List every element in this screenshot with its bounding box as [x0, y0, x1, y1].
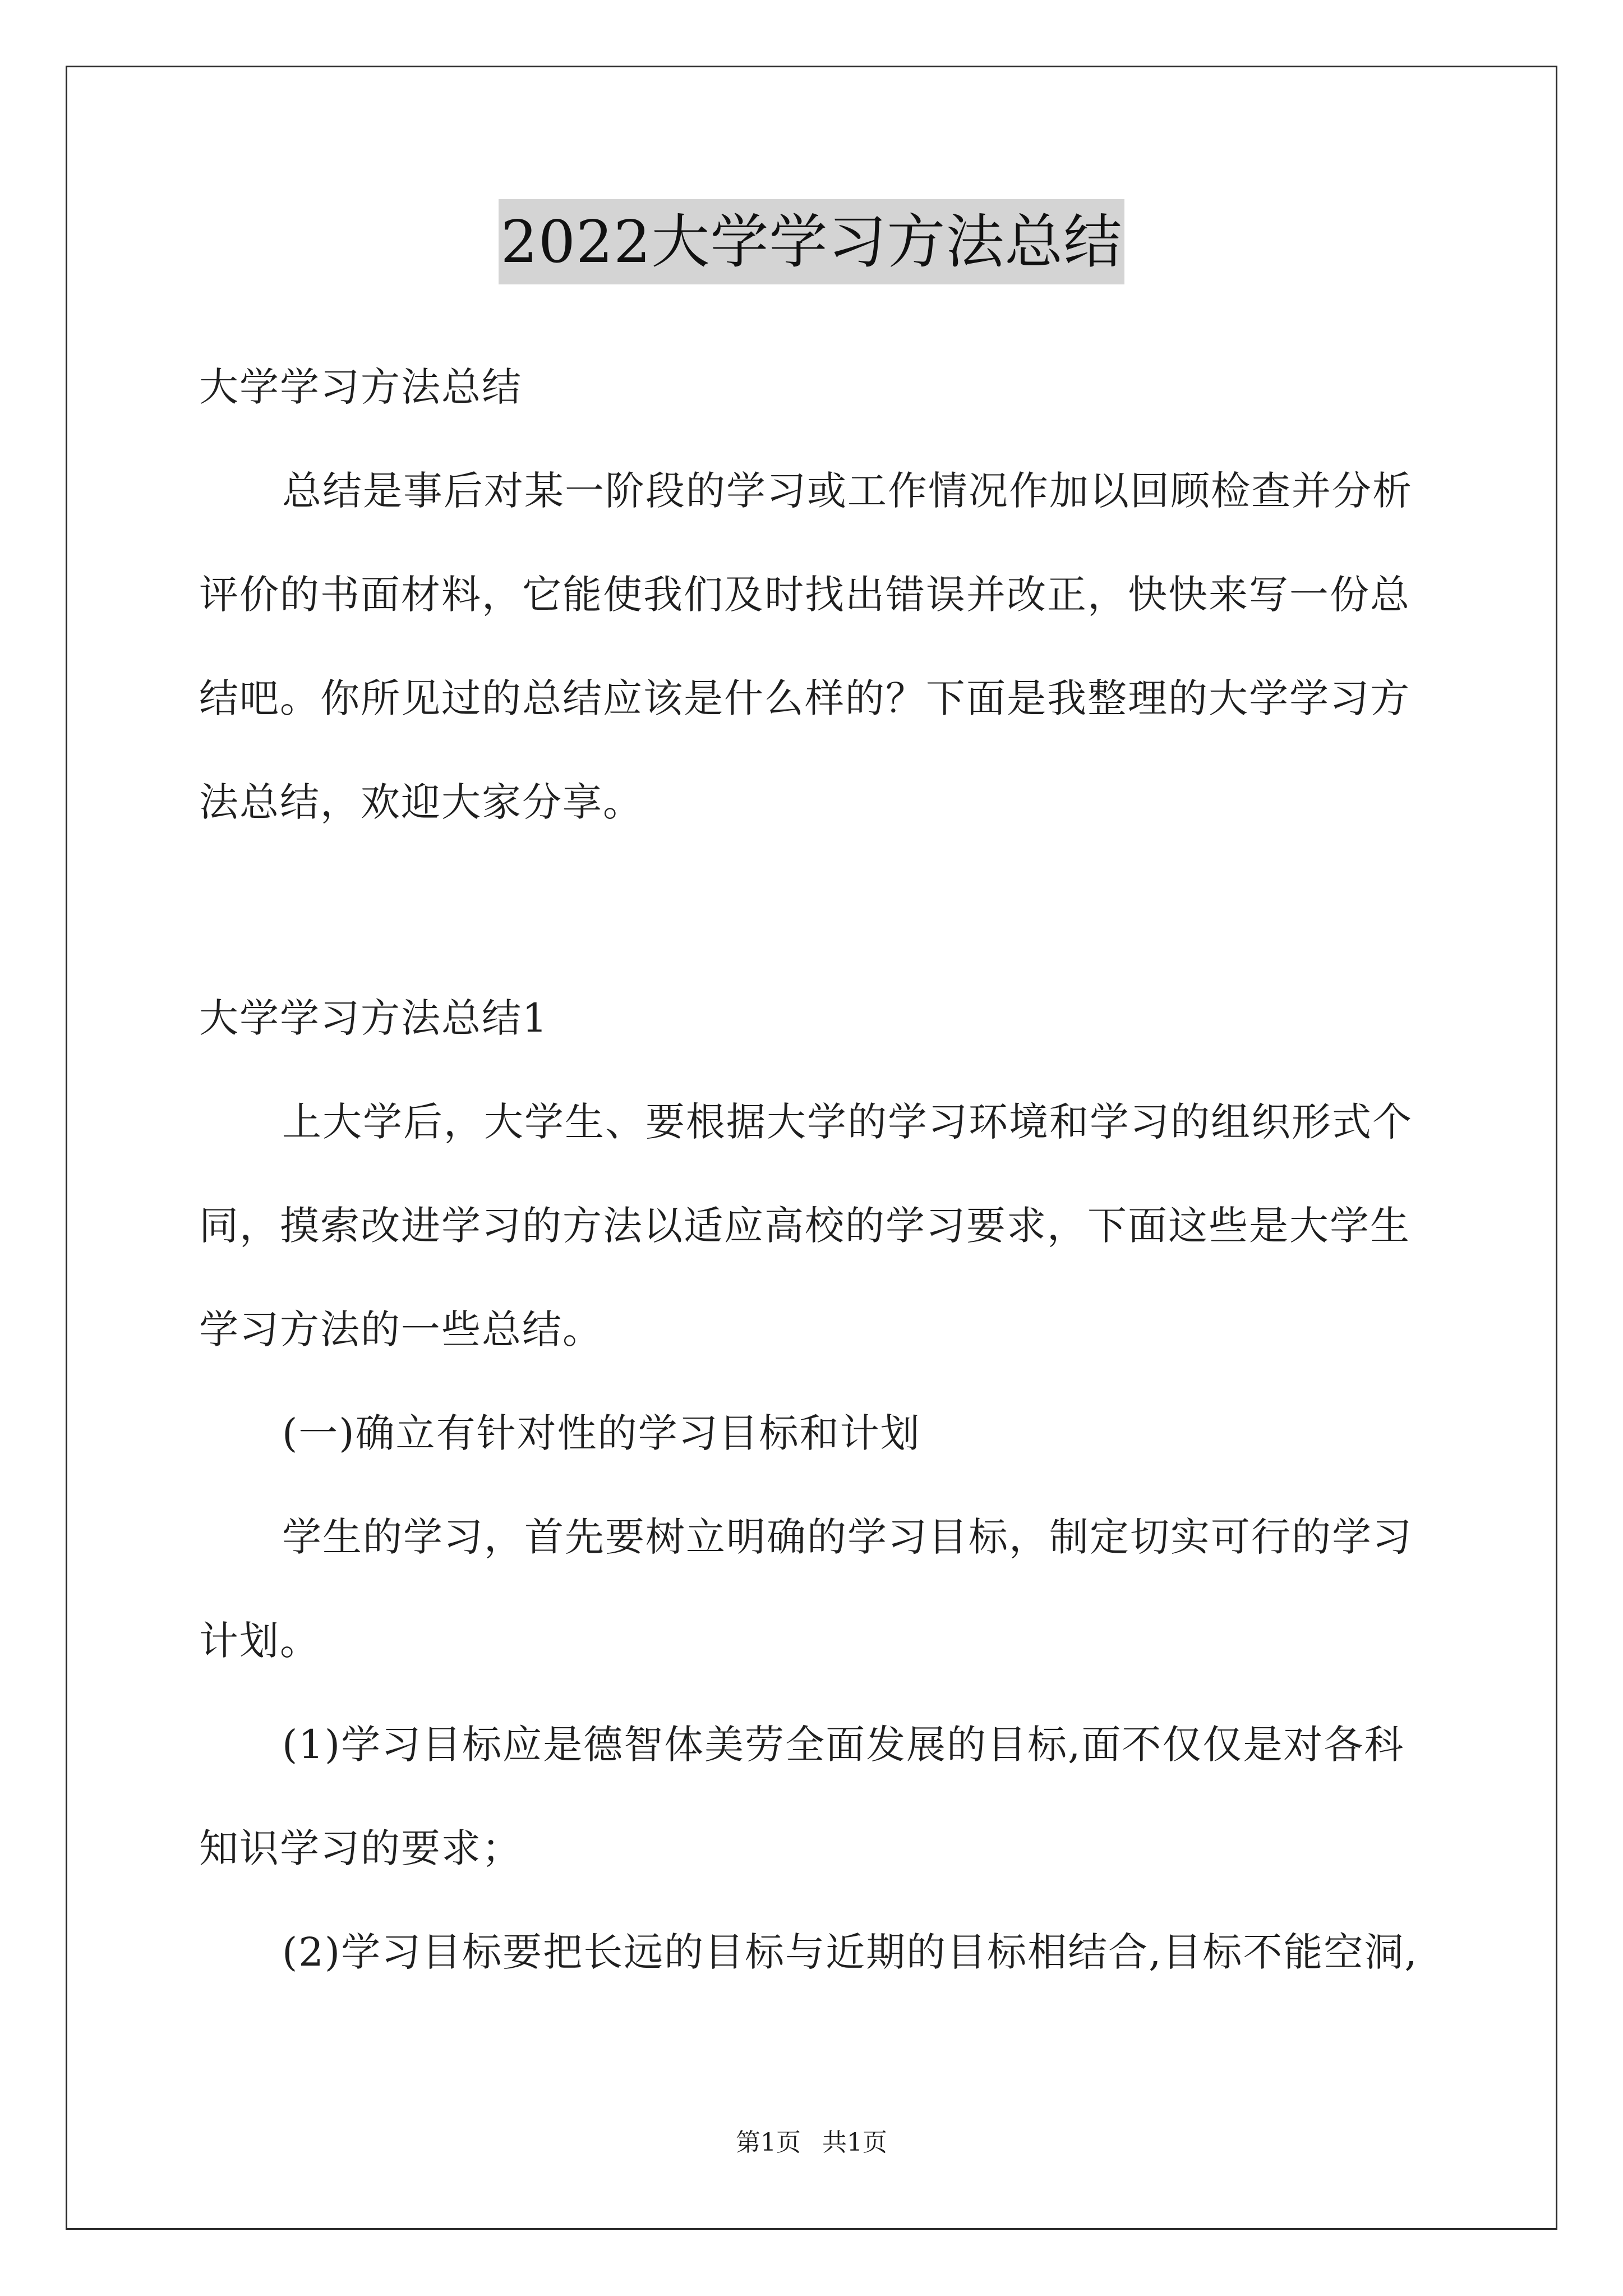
paragraph-line: 结吧。你所见过的总结应该是什么样的？下面是我整理的大学学习方	[199, 675, 1410, 721]
paragraph-line: 计划。	[199, 1618, 320, 1664]
paragraph-line: 同，摸索改进学习的方法以适应高校的学习要求，下面这些是大学生	[199, 1203, 1410, 1249]
page-footer	[0, 2126, 1623, 2160]
paragraph-line: (1)学习目标应是德智体美劳全面发展的目标,面不仅仅是对各科	[282, 1722, 1405, 1768]
paragraph-line: 法总结，欢迎大家分享。	[199, 779, 643, 825]
paragraph-line: 评价的书面材料，它能使我们及时找出错误并改正，快快来写一份总	[199, 572, 1410, 618]
paragraph-line: 学生的学习，首先要树立明确的学习目标，制定切实可行的学习	[282, 1514, 1413, 1560]
section-heading: 大学学习方法总结1	[199, 995, 548, 1041]
paragraph-line: 学习方法的一些总结。	[199, 1306, 603, 1352]
page-total: 共1页	[822, 2128, 887, 2157]
section-heading: 大学学习方法总结	[199, 364, 522, 410]
paragraph-line: 总结是事后对某一阶段的学习或工作情况作加以回顾检查并分析	[282, 468, 1413, 514]
title-container	[0, 199, 1623, 284]
paragraph-line: 知识学习的要求；	[199, 1825, 522, 1871]
paragraph-line: (2)学习目标要把长远的目标与近期的目标相结合,目标不能空洞,	[282, 1929, 1418, 1975]
subheading-line: (一)确立有针对性的学习目标和计划	[282, 1410, 921, 1456]
document-title: 2022大学学习方法总结	[499, 199, 1125, 284]
page-number: 第1页	[736, 2128, 801, 2157]
paragraph-line: 上大学后，大学生、要根据大学的学习环境和学习的组织形式个	[282, 1099, 1413, 1145]
